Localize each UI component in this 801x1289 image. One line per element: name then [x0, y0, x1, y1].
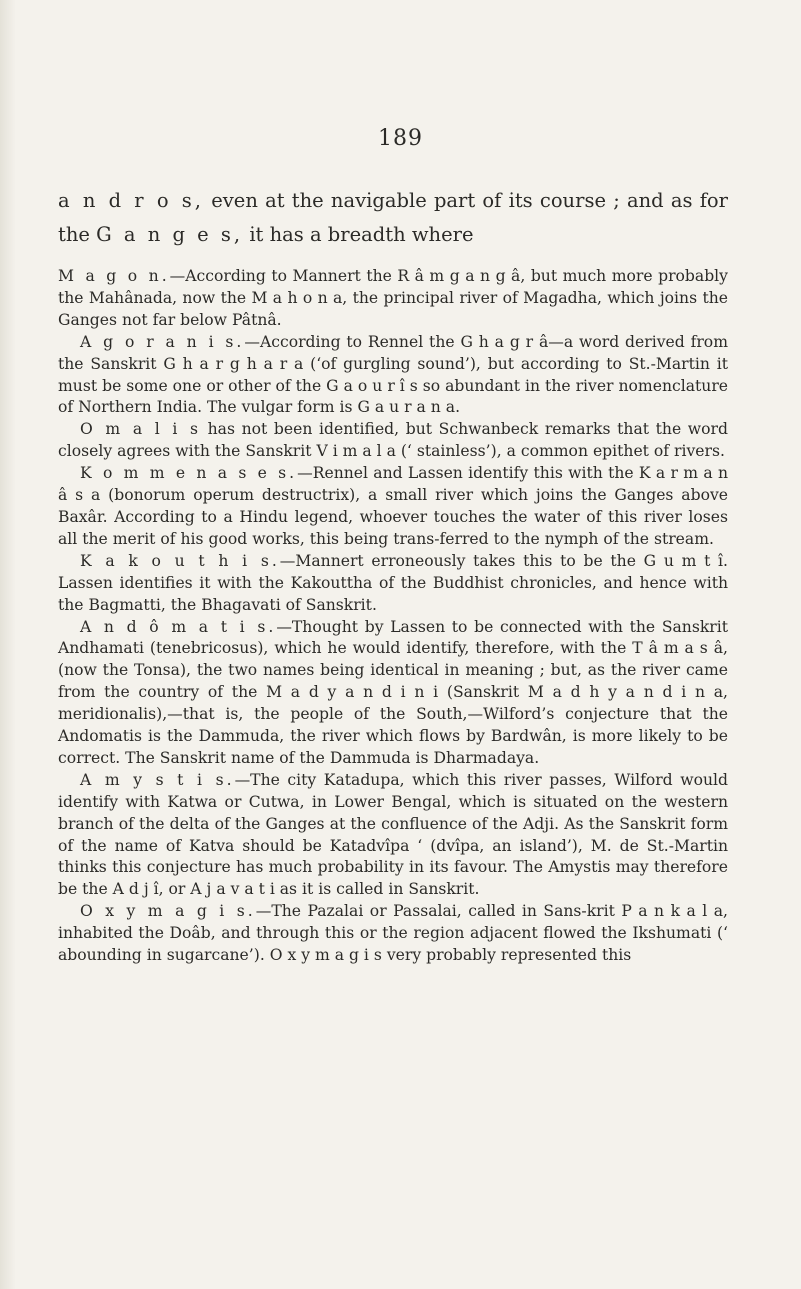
- body-term-andros: a n d r o s,: [58, 189, 205, 212]
- note-term: M a g o n.: [58, 267, 170, 285]
- note-term: A n d ô m a t i s.: [80, 617, 277, 636]
- note-text: has not been identified, but Schwanbeck remarks that the word closely agrees with the Sanskrit V i m a l a (‘ stainless’), a common epithet of rivers.: [58, 420, 728, 461]
- note-agoranis: [58, 332, 728, 420]
- note-text: —The Pazalai or Passalai, called in Sans-krit P a n k a l a, inhabited the Doâb, and through this or the region adjacent flowed the Ikshumati (‘ abounding in sugarcane’). O x y m a g i s very probably represented this: [58, 902, 728, 965]
- note-term: O x y m a g i s.: [80, 902, 256, 921]
- note-omalis: [58, 419, 728, 463]
- note-text: —Thought by Lassen to be connected with the Sanskrit Andhamati (tenebricosus), which he would identify, therefore, with the T â m a s â, (now the Tonsa), the two names being identical in meaning ; but, as the river came from the country of the M a d y a n d i n i (Sanskrit M a d h y a n d i n a, meridionalis),—that is, the people of the South,—Wilford’s conjecture that the Andomatis is the Dammuda, the river which flows by Bardwân, is more likely to be correct. The Sanskrit name of the Dammuda is Dharmadaya.: [58, 617, 728, 767]
- note-term: O m a l i s: [80, 420, 201, 439]
- note-andomatis: [58, 617, 728, 770]
- body-term-ganges: G a n g e s,: [96, 223, 244, 246]
- note-text: —According to Mannert the R â m g a n g â, but much more probably the Mahânada, now the M a h o n a, the principal river of Magadha, which joins the Ganges not far below Pâtnâ.: [58, 267, 728, 329]
- note-kakouthis: [58, 551, 728, 617]
- note-term: K a k o u t h i s.: [80, 551, 280, 570]
- note-text: —The city Katadupa, which this river passes, Wilford would identify with Katwa or Cutwa, in Lower Bengal, which is situated on the western branch of the delta of the Ganges at the confluence of the Adji. As the Sanskrit form of the name of Katva should be Katadvîpa ‘ (dvîpa, an island’), M. de St.-Martin thinks this conjecture has much probability in its favour. The Amystis may therefore be the A d j î, or A j a v a t i as it is called in Sanskrit.: [58, 770, 728, 899]
- note-text: —According to Rennel the G h a g r â—a word derived from the Sanskrit G h a r g h a r a (‘of gurgling sound’), but according to St.-Martin it must be some one or other of the G a o u r î s so abundant in the river nomenclature of Northern India. The vulgar form is G a u r a n a.: [58, 332, 728, 417]
- page-gutter-shadow: [0, 0, 16, 1289]
- note-text: —Mannert erroneously takes this to be the G u m t î. Lassen identifies it with the Kakouttha of the Buddhist chronicles, and hence with the Bagmatti, the Bhagavati of Sanskrit.: [58, 551, 728, 614]
- note-magon: [58, 266, 728, 332]
- note-term: A m y s t i s.: [80, 770, 235, 789]
- note-kommenases: [58, 463, 728, 551]
- note-oxymagis: [58, 901, 728, 967]
- note-term: K o m m e n a s e s.: [80, 464, 298, 483]
- note-text: —Rennel and Lassen identify this with the K a r m a n â s a (bonorum operum destructrix), a small river which joins the Ganges above Baxâr. According to a Hindu legend, whoever touches the water of this river loses all the merit of his good works, this being trans-ferred to the nymph of the stream.: [58, 464, 728, 548]
- body-text-2: it has a breadth where: [243, 223, 474, 246]
- body-paragraph: [58, 184, 728, 252]
- body-text-1: even at the navigable part of its course ; and as for the: [58, 189, 728, 246]
- page-number: 189: [378, 126, 423, 151]
- note-amystis: [58, 770, 728, 901]
- body-line: [58, 184, 728, 252]
- footnotes: [58, 266, 728, 967]
- note-term: A g o r a n i s.: [80, 332, 245, 351]
